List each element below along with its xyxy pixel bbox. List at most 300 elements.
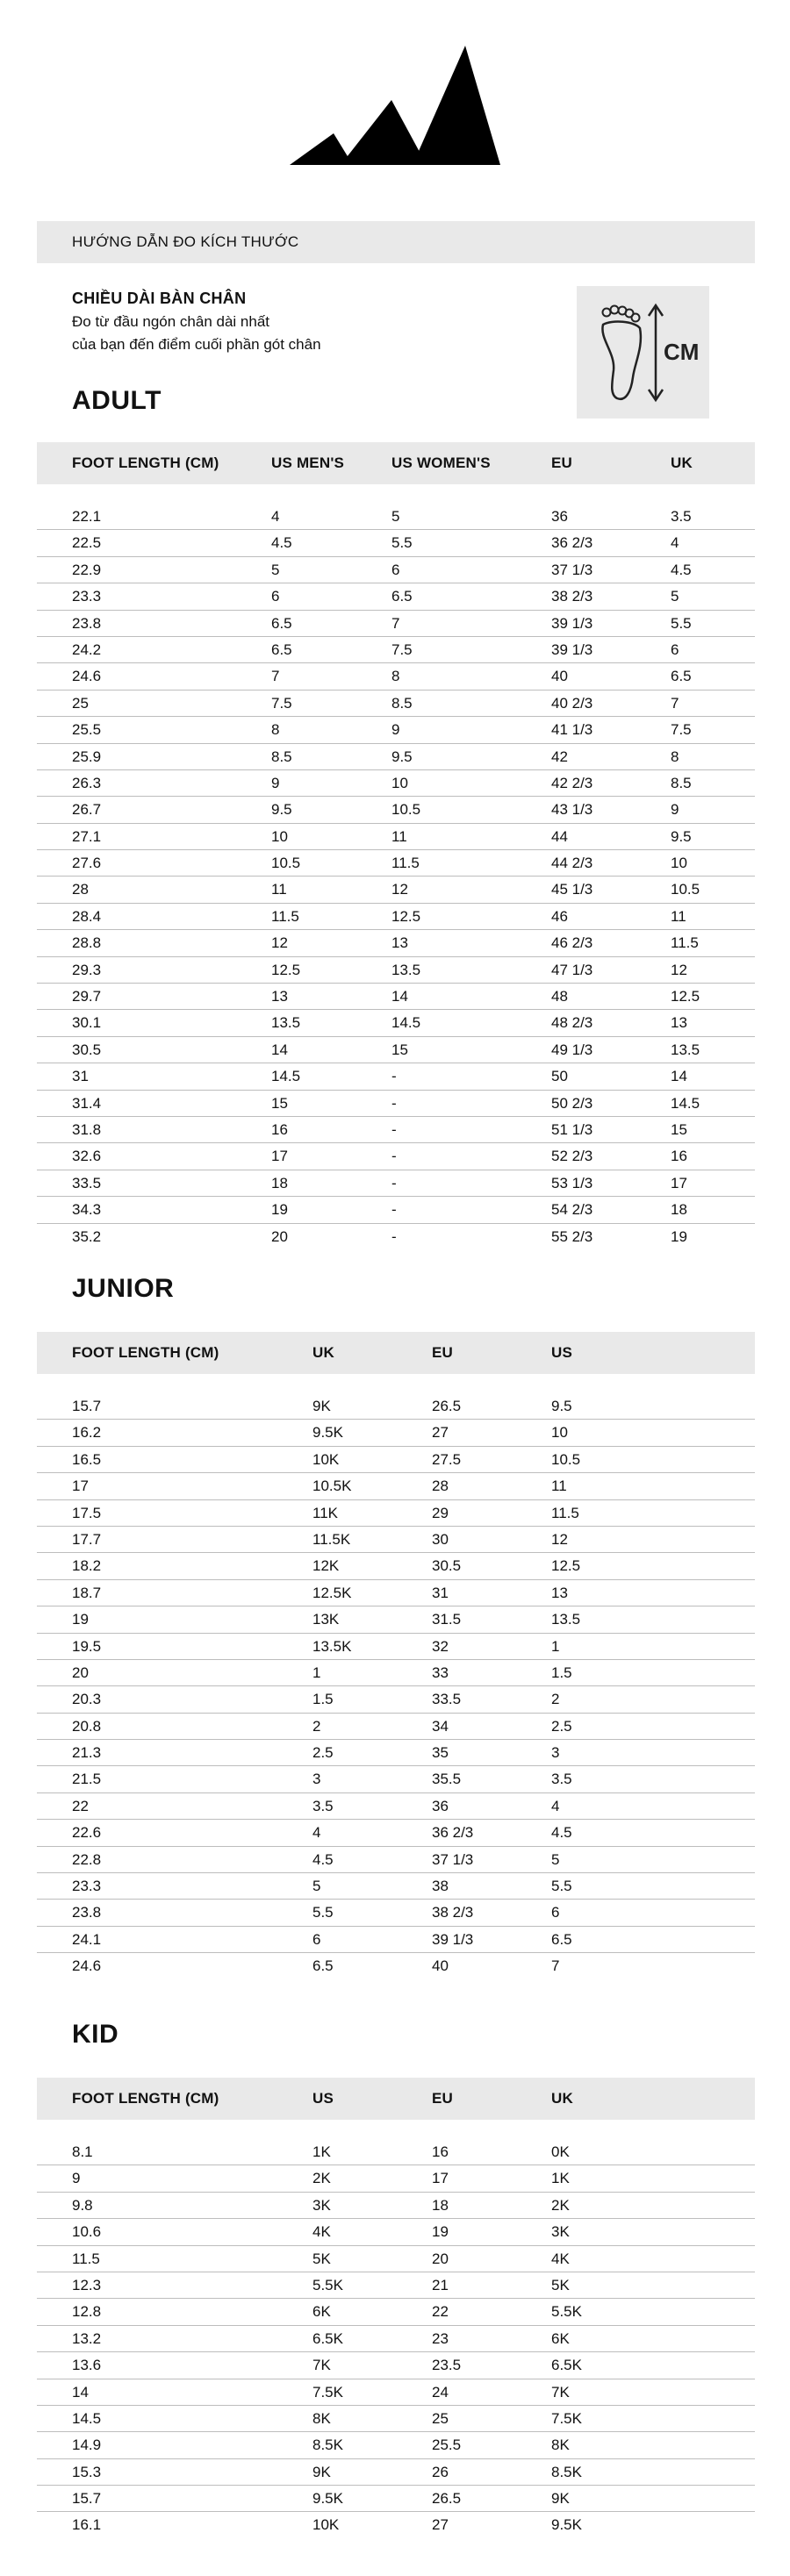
junior-table-row — [37, 1847, 755, 1873]
junior-table-row — [37, 1766, 755, 1792]
adult-table-cell: 10 — [271, 827, 288, 845]
adult-table-cell: 13.5 — [391, 961, 421, 978]
adult-table-cell: 36 2/3 — [551, 534, 593, 552]
adult-table-cell: 7.5 — [271, 694, 292, 712]
adult-table-cell: 4.5 — [271, 534, 292, 552]
adult-table-cell: 11 — [671, 907, 686, 925]
adult-table-row — [37, 663, 755, 690]
adult-table-cell: 14 — [391, 988, 408, 1005]
kid-table-cell: 4K — [551, 2250, 570, 2267]
junior-table-cell: 4 — [312, 1824, 321, 1842]
junior-table-cell: 4 — [551, 1797, 560, 1814]
adult-table-cell: 11.5 — [271, 907, 299, 925]
adult-table-cell: 18 — [671, 1201, 687, 1219]
junior-table-cell: 5 — [312, 1878, 321, 1895]
adult-table-cell: 5 — [271, 561, 280, 578]
adult-table-cell: 7.5 — [671, 721, 692, 739]
kid-table-cell: 23 — [432, 2329, 449, 2347]
junior-table-row — [37, 1714, 755, 1740]
kid-table-cell: 25.5 — [432, 2436, 462, 2454]
junior-table-cell: 6.5 — [312, 1957, 334, 1975]
adult-table-cell: 14.5 — [391, 1014, 421, 1032]
adidas-performance-logo-icon — [290, 42, 500, 165]
junior-table-row — [37, 1953, 755, 1979]
adult-table-cell: 14 — [671, 1068, 687, 1085]
kid-table-cell: 4K — [312, 2223, 331, 2241]
adult-table-cell: 12 — [391, 881, 408, 898]
junior-table-cell: 12.5 — [551, 1557, 581, 1575]
kid-table-cell: 26 — [432, 2463, 449, 2480]
junior-table-row — [37, 1820, 755, 1846]
kid-table-cell: 20 — [432, 2250, 449, 2267]
junior-table-cell: 3.5 — [312, 1797, 334, 1814]
adult-table-cell: 50 — [551, 1068, 568, 1085]
kid-table-row — [37, 2379, 755, 2406]
adult-table-cell: 17 — [671, 1174, 687, 1191]
kid-column-header: EU — [432, 2090, 454, 2107]
adult-table-cell: 9 — [391, 721, 400, 739]
adult-table-cell: 19 — [671, 1227, 687, 1245]
kid-table-cell: 14 — [72, 2383, 89, 2401]
adult-table-cell: 51 1/3 — [551, 1120, 593, 1138]
kid-table-cell: 6K — [551, 2329, 570, 2347]
adult-table-cell: - — [391, 1094, 397, 1112]
adult-column-header: UK — [671, 454, 693, 471]
adult-column-header: US MEN'S — [271, 454, 345, 471]
kid-table-cell: 17 — [432, 2170, 449, 2187]
kid-table-row — [37, 2299, 755, 2325]
adult-table-cell: 13 — [271, 988, 288, 1005]
kid-table-cell: 26.5 — [432, 2490, 462, 2508]
measure-instructions — [72, 290, 564, 354]
adult-table-cell: 22.1 — [72, 508, 102, 525]
adult-table-cell: 26.7 — [72, 801, 102, 819]
adult-table-cell: 47 1/3 — [551, 961, 593, 978]
measure-title: CHIỀU DÀI BÀN CHÂN — [72, 290, 247, 307]
adult-table-cell: 19 — [271, 1201, 288, 1219]
adult-table-cell: 12.5 — [271, 961, 301, 978]
adult-table-cell: 39 1/3 — [551, 640, 593, 658]
kid-table-cell: 0K — [551, 2143, 570, 2160]
adult-table-cell: 46 2/3 — [551, 934, 593, 952]
adult-table-cell: 25.9 — [72, 748, 102, 765]
junior-table-cell: 22.6 — [72, 1824, 102, 1842]
junior-table-row — [37, 1473, 755, 1499]
foot-length-icon — [577, 286, 709, 419]
adult-table-cell: 11 — [271, 881, 287, 898]
junior-table-cell: 12.5K — [312, 1584, 352, 1601]
kid-table-cell: 9K — [551, 2490, 570, 2508]
junior-column-header: EU — [432, 1344, 454, 1361]
adult-table-cell: 7 — [671, 694, 679, 712]
adult-table-cell: 8.5 — [271, 748, 292, 765]
kid-table-row — [37, 2139, 755, 2165]
adult-table-cell: - — [391, 1120, 397, 1138]
kid-table-cell: 16.1 — [72, 2516, 102, 2534]
kid-table-row — [37, 2459, 755, 2486]
adult-table-cell: - — [391, 1068, 397, 1085]
junior-table-cell: 17.7 — [72, 1530, 102, 1548]
adult-table-row — [37, 691, 755, 717]
junior-table-cell: 20 — [72, 1664, 89, 1681]
adult-table-cell: 28.4 — [72, 907, 102, 925]
kid-table-cell: 8.1 — [72, 2143, 93, 2160]
kid-table-cell: 7K — [312, 2357, 331, 2374]
adult-table-row — [37, 717, 755, 743]
kid-table-cell: 10K — [312, 2516, 340, 2534]
kid-table-row — [37, 2352, 755, 2379]
junior-table-cell: 12K — [312, 1557, 340, 1575]
junior-table-cell: 2.5 — [312, 1744, 334, 1762]
junior-table-cell: 5.5 — [551, 1878, 572, 1895]
junior-table-cell: 38 2/3 — [432, 1904, 474, 1921]
kid-table-cell: 1K — [551, 2170, 570, 2187]
junior-table-cell: 36 2/3 — [432, 1824, 474, 1842]
adult-table-cell: 30.1 — [72, 1014, 102, 1032]
junior-table-cell: 2.5 — [551, 1717, 572, 1735]
junior-table-cell: 35.5 — [432, 1771, 462, 1788]
adult-table-cell: 31 — [72, 1068, 89, 1085]
junior-table-cell: 1.5 — [551, 1664, 572, 1681]
adult-table-cell: 38 2/3 — [551, 588, 593, 605]
junior-table-cell: 24.1 — [72, 1930, 102, 1948]
adult-table-cell: 28.8 — [72, 934, 102, 952]
kid-table-cell: 13.6 — [72, 2357, 102, 2374]
junior-table-cell: 17 — [72, 1478, 89, 1495]
adult-table-cell: 8.5 — [671, 774, 692, 791]
adult-table-cell: 7.5 — [391, 640, 413, 658]
adult-table-row — [37, 611, 755, 637]
adult-table-cell: 43 1/3 — [551, 801, 593, 819]
junior-table-cell: 22 — [72, 1797, 89, 1814]
adult-table-cell: 24.6 — [72, 668, 102, 685]
kid-table-cell: 8.5K — [551, 2463, 582, 2480]
adult-table-cell: 9.5 — [671, 827, 692, 845]
adult-table-cell: 20 — [271, 1227, 288, 1245]
kid-table-cell: 12.3 — [72, 2276, 102, 2293]
adult-table-cell: 4 — [271, 508, 280, 525]
junior-column-header: FOOT LENGTH (CM) — [72, 1344, 219, 1361]
adult-table-cell: 5 — [671, 588, 679, 605]
junior-table-cell: 33.5 — [432, 1691, 462, 1708]
junior-table-cell: 3.5 — [551, 1771, 572, 1788]
junior-table-cell: 20.3 — [72, 1691, 102, 1708]
kid-table-cell: 14.9 — [72, 2436, 102, 2454]
adult-table-cell: 32.6 — [72, 1148, 102, 1165]
junior-table-row — [37, 1606, 755, 1633]
junior-table-cell: 38 — [432, 1878, 449, 1895]
adult-table-cell: 6 — [671, 640, 679, 658]
junior-table-row — [37, 1393, 755, 1420]
adult-table-cell: 8 — [271, 721, 280, 739]
kid-column-header: US — [312, 2090, 334, 2107]
kid-column-header: FOOT LENGTH (CM) — [72, 2090, 219, 2107]
junior-table-cell: 30.5 — [432, 1557, 462, 1575]
kid-table-row — [37, 2165, 755, 2192]
kid-table-cell: 21 — [432, 2276, 449, 2293]
kid-table-cell: 22 — [432, 2303, 449, 2321]
junior-table-cell: 40 — [432, 1957, 449, 1975]
adult-table-cell: 13.5 — [271, 1014, 301, 1032]
junior-table-row — [37, 1873, 755, 1900]
junior-table-cell: 10.5K — [312, 1478, 352, 1495]
junior-table-row — [37, 1447, 755, 1473]
adult-table-cell: - — [391, 1227, 397, 1245]
junior-table-cell: 5 — [551, 1850, 560, 1868]
adult-table-cell: 12.5 — [671, 988, 700, 1005]
kid-table-row — [37, 2193, 755, 2219]
kid-table-row — [37, 2246, 755, 2272]
kid-table-cell: 6.5K — [551, 2357, 582, 2374]
junior-table-cell: 19 — [72, 1611, 89, 1628]
junior-table-cell: 9.5K — [312, 1424, 343, 1442]
junior-table-cell: 29 — [432, 1504, 449, 1521]
kid-table-row — [37, 2512, 755, 2538]
junior-table-cell: 5.5 — [312, 1904, 334, 1921]
junior-table-row — [37, 1634, 755, 1660]
kid-table-cell: 7.5K — [312, 2383, 343, 2401]
adult-column-header: EU — [551, 454, 573, 471]
adult-section-title: ADULT — [72, 386, 162, 415]
adult-table-row — [37, 557, 755, 583]
junior-table-cell: 24.6 — [72, 1957, 102, 1975]
kid-table-body — [37, 2139, 755, 2539]
kid-table-cell: 8K — [551, 2436, 570, 2454]
adult-table-row — [37, 770, 755, 797]
kid-table-cell: 13.2 — [72, 2329, 102, 2347]
kid-table-row — [37, 2406, 755, 2432]
adult-table-cell: 3.5 — [671, 508, 692, 525]
adult-table-cell: 9.5 — [391, 748, 413, 765]
junior-table-cell: 16.2 — [72, 1424, 102, 1442]
junior-table-cell: 6 — [551, 1904, 560, 1921]
adult-table-row — [37, 1224, 755, 1250]
kid-table-cell: 5.5K — [312, 2276, 343, 2293]
kid-table-row — [37, 2272, 755, 2299]
adult-table-cell: 10 — [391, 774, 408, 791]
adult-table-row — [37, 1037, 755, 1063]
junior-table-cell: 11.5K — [312, 1530, 351, 1548]
adult-table-cell: 50 2/3 — [551, 1094, 593, 1112]
junior-table-cell: 10 — [551, 1424, 568, 1442]
adult-table-cell: 11.5 — [671, 934, 699, 952]
adult-table-row — [37, 1117, 755, 1143]
kid-table-row — [37, 2432, 755, 2458]
junior-table-row — [37, 1553, 755, 1579]
junior-table-cell: 13 — [551, 1584, 568, 1601]
kid-table-cell: 9.5K — [551, 2516, 582, 2534]
kid-table-cell: 14.5 — [72, 2409, 102, 2427]
adult-table-cell: 13.5 — [671, 1041, 700, 1058]
adult-table-row — [37, 1010, 755, 1036]
kid-table-cell: 19 — [432, 2223, 449, 2241]
adult-table-row — [37, 504, 755, 530]
adult-table-cell: 13 — [391, 934, 408, 952]
junior-table-row — [37, 1500, 755, 1527]
adult-table-row — [37, 1063, 755, 1090]
junior-table-row — [37, 1580, 755, 1606]
adult-table-cell: 9.5 — [271, 801, 292, 819]
junior-table-cell: 28 — [432, 1478, 449, 1495]
adult-table-cell: 31.4 — [72, 1094, 102, 1112]
measure-line-1: Đo từ đầu ngón chân dài nhất — [72, 313, 269, 330]
adult-table-cell: 48 2/3 — [551, 1014, 593, 1032]
adult-table-cell: 23.3 — [72, 588, 102, 605]
adult-table-row — [37, 877, 755, 903]
junior-table-cell: 16.5 — [72, 1450, 102, 1468]
adult-table-cell: 53 1/3 — [551, 1174, 593, 1191]
adult-table-cell: 44 — [551, 827, 568, 845]
adult-table-cell: 8 — [671, 748, 679, 765]
adult-table-cell: 12.5 — [391, 907, 421, 925]
junior-table-row — [37, 1686, 755, 1713]
adult-table-cell: 15 — [391, 1041, 408, 1058]
adult-table-cell: 16 — [271, 1120, 288, 1138]
adult-table-cell: 11 — [391, 827, 407, 845]
adult-table-cell: 49 1/3 — [551, 1041, 593, 1058]
adult-table-cell: 42 — [551, 748, 568, 765]
adult-table-row — [37, 957, 755, 984]
adult-table-cell: 27.1 — [72, 827, 102, 845]
adult-table-cell: 16 — [671, 1148, 687, 1165]
kid-table-cell: 7.5K — [551, 2409, 582, 2427]
junior-table-cell: 23.8 — [72, 1904, 102, 1921]
junior-table-cell: 32 — [432, 1637, 449, 1655]
adult-table-cell: 6 — [391, 561, 400, 578]
kid-table-cell: 9 — [72, 2170, 81, 2187]
adult-table-cell: 25.5 — [72, 721, 102, 739]
junior-table-row — [37, 1793, 755, 1820]
adult-column-header: US WOMEN'S — [391, 454, 491, 471]
adult-table-cell: 22.9 — [72, 561, 102, 578]
junior-table-cell: 13K — [312, 1611, 340, 1628]
adult-table-cell: 28 — [72, 881, 89, 898]
adult-table-cell: 9 — [271, 774, 280, 791]
kid-table-cell: 3K — [312, 2196, 331, 2214]
junior-table-cell: 33 — [432, 1664, 449, 1681]
adult-table-row — [37, 824, 755, 850]
adult-table-cell: 6.5 — [391, 588, 413, 605]
junior-table-cell: 13.5K — [312, 1637, 352, 1655]
kid-table-cell: 10.6 — [72, 2223, 102, 2241]
junior-section-title: JUNIOR — [72, 1274, 175, 1303]
junior-table-cell: 17.5 — [72, 1504, 102, 1521]
adult-table-cell: 8 — [391, 668, 400, 685]
junior-table-cell: 13.5 — [551, 1611, 581, 1628]
kid-table-cell: 24 — [432, 2383, 449, 2401]
adult-table-cell: 46 — [551, 907, 568, 925]
junior-table-cell: 35 — [432, 1744, 449, 1762]
junior-table-cell: 2 — [312, 1717, 321, 1735]
junior-table-cell: 27.5 — [432, 1450, 462, 1468]
junior-table-cell: 31.5 — [432, 1611, 462, 1628]
kid-table-row — [37, 2326, 755, 2352]
kid-table-cell: 5K — [312, 2250, 331, 2267]
adult-table-cell: 8.5 — [391, 694, 413, 712]
junior-table-row — [37, 1660, 755, 1686]
adult-table-cell: 31.8 — [72, 1120, 102, 1138]
junior-table-cell: 3 — [551, 1744, 560, 1762]
adult-table-cell: 27.6 — [72, 855, 102, 872]
junior-table-row — [37, 1420, 755, 1446]
junior-table-cell: 31 — [432, 1584, 449, 1601]
adult-table-cell: 44 2/3 — [551, 855, 593, 872]
adult-table-header — [37, 442, 755, 484]
adult-table-cell: 11.5 — [391, 855, 420, 872]
adult-table-cell: 39 1/3 — [551, 614, 593, 632]
adult-table-cell: 6.5 — [271, 614, 292, 632]
adult-table-cell: 29.3 — [72, 961, 102, 978]
adult-table-cell: 26.3 — [72, 774, 102, 791]
kid-table-cell: 8K — [312, 2409, 331, 2427]
measure-line-2: của bạn đến điểm cuối phần gót chân — [72, 336, 321, 353]
junior-table-cell: 9K — [312, 1398, 331, 1414]
kid-table-row — [37, 2219, 755, 2245]
junior-table-cell: 36 — [432, 1797, 449, 1814]
adult-table-body — [37, 504, 755, 1250]
kid-table-cell: 5.5K — [551, 2303, 582, 2321]
adult-table-cell: 7 — [271, 668, 280, 685]
junior-table-cell: 11 — [551, 1478, 567, 1495]
adult-table-cell: 9 — [671, 801, 679, 819]
kid-table-cell: 7K — [551, 2383, 570, 2401]
adult-table-cell: 30.5 — [72, 1041, 102, 1058]
adult-table-cell: 54 2/3 — [551, 1201, 593, 1219]
adult-table-cell: 48 — [551, 988, 568, 1005]
junior-table-row — [37, 1900, 755, 1926]
adult-table-cell: 34.3 — [72, 1201, 102, 1219]
adult-table-cell: - — [391, 1148, 397, 1165]
kid-table-cell: 15.3 — [72, 2463, 102, 2480]
adult-table-row — [37, 583, 755, 610]
junior-table-cell: 6.5 — [551, 1930, 572, 1948]
junior-table-cell: 27 — [432, 1424, 449, 1442]
junior-table-cell: 34 — [432, 1717, 449, 1735]
adult-table-cell: 10 — [671, 855, 687, 872]
adult-table-cell: 5.5 — [671, 614, 692, 632]
junior-table-cell: 9.5 — [551, 1398, 572, 1414]
adult-table-cell: 33.5 — [72, 1174, 102, 1191]
kid-table-cell: 8.5K — [312, 2436, 343, 2454]
adult-column-header: FOOT LENGTH (CM) — [72, 454, 219, 471]
adult-table-cell: 29.7 — [72, 988, 102, 1005]
adult-table-cell: 13 — [671, 1014, 687, 1032]
junior-table-cell: 6 — [312, 1930, 321, 1948]
adult-table-row — [37, 984, 755, 1010]
adult-table-cell: 22.5 — [72, 534, 102, 552]
adult-table-cell: 52 2/3 — [551, 1148, 593, 1165]
adult-table-cell: 14.5 — [671, 1094, 700, 1112]
adult-table-row — [37, 1091, 755, 1117]
adult-table-cell: 15 — [271, 1094, 288, 1112]
kid-table-cell: 9K — [312, 2463, 331, 2480]
junior-table-cell: 1.5 — [312, 1691, 334, 1708]
junior-table-cell: 2 — [551, 1691, 560, 1708]
junior-table-cell: 4.5 — [551, 1824, 572, 1842]
junior-column-header: US — [551, 1344, 573, 1361]
kid-table-cell: 27 — [432, 2516, 449, 2534]
junior-table-cell: 18.2 — [72, 1557, 102, 1575]
adult-table-cell: 36 — [551, 508, 568, 525]
adult-table-cell: 5 — [391, 508, 400, 525]
adult-table-cell: - — [391, 1201, 397, 1219]
junior-table-cell: 3 — [312, 1771, 321, 1788]
kid-table-cell: 3K — [551, 2223, 570, 2241]
adult-table-cell: 12 — [271, 934, 288, 952]
adult-table-row — [37, 744, 755, 770]
kid-table-cell: 16 — [432, 2143, 449, 2160]
junior-table-cell: 10K — [312, 1450, 340, 1468]
